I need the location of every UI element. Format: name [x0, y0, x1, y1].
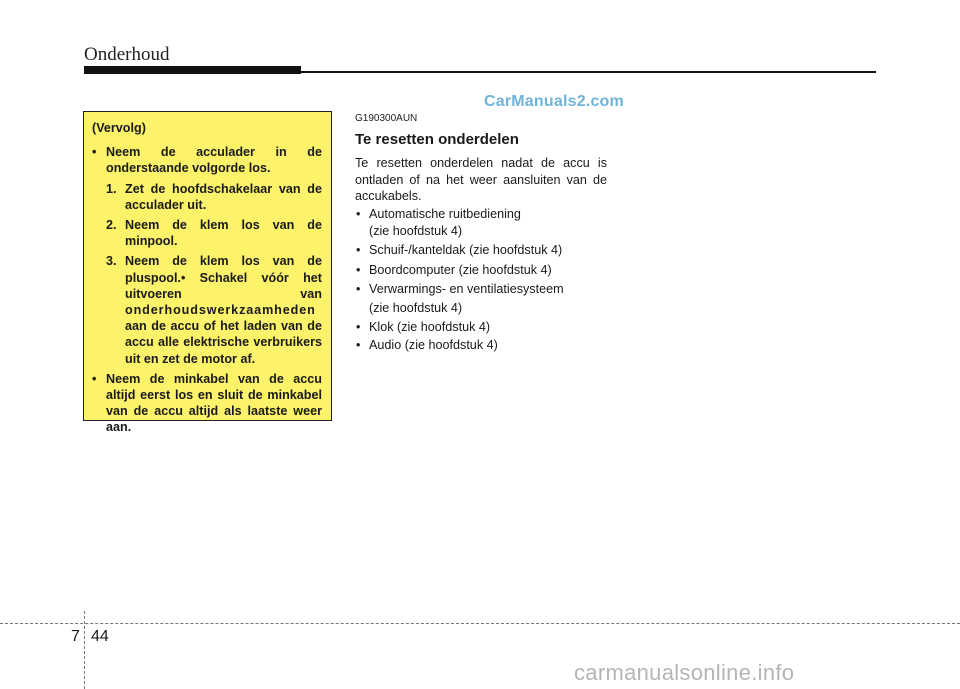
- list-item: [355, 319, 607, 335]
- list-item-text: Automatische ruitbediening: [369, 206, 521, 221]
- list-item-text: Klok (zie hoofdstuk 4): [369, 320, 491, 335]
- warning-bullet-1-text: Neem de acculader in de onderstaande volgorde los.: [106, 145, 322, 176]
- warning-box: [83, 111, 332, 435]
- step-number: 1.: [106, 181, 117, 196]
- warning-box-title: (Vervolg): [92, 121, 146, 135]
- warning-step-3: [92, 253, 322, 366]
- bullet-icon: •: [356, 338, 361, 353]
- list-item: [355, 206, 607, 222]
- page-number: 44: [91, 628, 109, 645]
- bullet-icon: •: [356, 262, 361, 277]
- list-item-text: Audio (zie hoofdstuk 4): [369, 338, 498, 353]
- warning-bullet-2: [92, 371, 322, 436]
- step-text: Neem de klem los van de minpool.: [125, 218, 322, 249]
- step-text: Zet de hoofdschakelaar van de acculader uit.: [125, 181, 322, 212]
- bullet-icon: •: [356, 282, 361, 297]
- step-text-a: Neem de klem los van de pluspool.• Schakel vóór het uitvoeren van: [125, 254, 322, 301]
- list-item-text: Verwarmings- en ventilatiesysteem: [369, 282, 564, 297]
- list-item: [355, 281, 607, 297]
- watermark-carmanuals2: CarManuals2.com: [484, 93, 624, 110]
- bullet-icon: •: [92, 145, 97, 160]
- bullet-icon: •: [92, 371, 97, 386]
- list-item: [355, 242, 607, 258]
- bullet-icon: •: [356, 320, 361, 335]
- bullet-icon: •: [356, 243, 361, 258]
- step-text-c: aan de accu of het laden van de accu alle elektrische verbruikers uit en zet de motor af.: [125, 319, 322, 366]
- section-intro: Te resetten onderdelen nadat de accu is ontladen of na het weer aansluiten van de accukabels.: [355, 156, 607, 204]
- footer-divider: [84, 611, 85, 689]
- warning-step-1: [92, 181, 322, 213]
- step-number: 2.: [106, 218, 117, 233]
- header-rule-thin: [300, 71, 876, 73]
- chapter-number: 7: [71, 628, 80, 645]
- watermark-carmanualsonline: carmanualsonline.info: [574, 660, 795, 685]
- list-item: [355, 337, 607, 353]
- bullet-icon: •: [356, 206, 361, 221]
- list-item-text: Boordcomputer (zie hoofdstuk 4): [369, 262, 552, 277]
- step-text-b: onderhoudswerkzaamheden: [125, 303, 316, 318]
- section-code: G190300AUN: [355, 113, 418, 124]
- reset-items-section: [355, 111, 607, 355]
- header-rule-thick: [84, 66, 301, 74]
- list-item-text: Schuif-/kanteldak (zie hoofdstuk 4): [369, 243, 563, 258]
- step-number: 3.: [106, 254, 117, 269]
- footer-rule: [0, 623, 960, 624]
- page-section-title: Onderhoud: [84, 44, 170, 65]
- list-item: [355, 262, 607, 278]
- list-item-subtext: (zie hoofdstuk 4): [369, 300, 463, 315]
- warning-bullet-1: [92, 144, 322, 176]
- warning-bullet-2-text: Neem de minkabel van de accu altijd eerst los en sluit de minkabel van de accu altijd als laatste weer aan.: [106, 371, 322, 435]
- warning-step-2: [92, 217, 322, 249]
- section-heading: Te resetten onderdelen: [355, 131, 519, 149]
- list-item-subtext: (zie hoofdstuk 4): [369, 224, 463, 239]
